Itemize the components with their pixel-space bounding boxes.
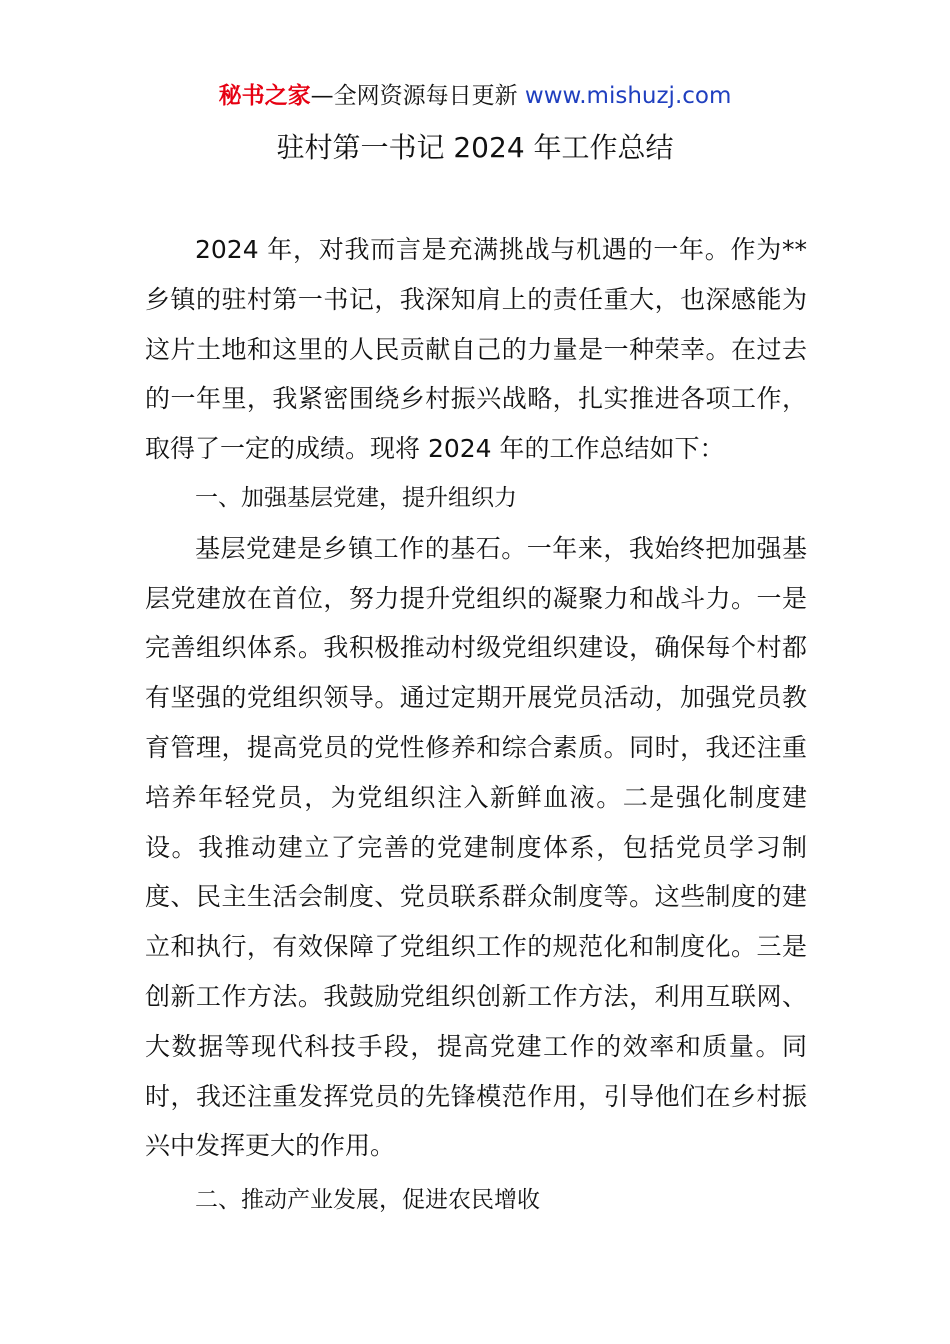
intro-paragraph: 2024 年，对我而言是充满挑战与机遇的一年。作为**乡镇的驻村第一书记，我深知肩上的责任重大，也深感能为这片土地和这里的人民贡献自己的力量是一种荣幸。在过去的一年里，我紧密围绕乡村振兴战略，扎实推进各项工作，取得了一定的成绩。现将 2024 年的工作总结如下： xyxy=(145,235,807,464)
document-body xyxy=(145,225,807,1226)
document-title: 驻村第一书记 2024 年工作总结 xyxy=(276,131,674,164)
section-heading-1: 一、加强基层党建，提升组织力 xyxy=(195,484,517,511)
section-1-paragraph: 基层党建是乡镇工作的基石。一年来，我始终把加强基层党建放在首位，努力提升党组织的凝聚力和战斗力。一是完善组织体系。我积极推动村级党组织建设，确保每个村都有坚强的党组织领导。通过定期开展党员活动，加强党员教育管理，提高党员的党性修养和综合素质。同时，我还注重培养年轻党员，为党组织注入新鲜血液。二是强化制度建设。我推动建立了完善的党建制度体系，包括党员学习制度、民主生活会制度、党员联系群众制度等。这些制度的建立和执行，有效保障了党组织工作的规范化和制度化。三是创新工作方法。我鼓励党组织创新工作方法，利用互联网、大数据等现代科技手段，提高党建工作的效率和质量。同时，我还注重发挥党员的先锋模范作用，引导他们在乡村振兴中发挥更大的作用。 xyxy=(145,533,807,1161)
site-url-link[interactable]: www.mishuzj.com xyxy=(524,83,732,109)
site-tagline: —全网资源每日更新 xyxy=(310,83,525,109)
site-brand: 秘书之家 xyxy=(218,83,311,109)
site-header xyxy=(0,80,950,112)
section-heading-2: 二、推动产业发展，促进农民增收 xyxy=(195,1187,540,1214)
